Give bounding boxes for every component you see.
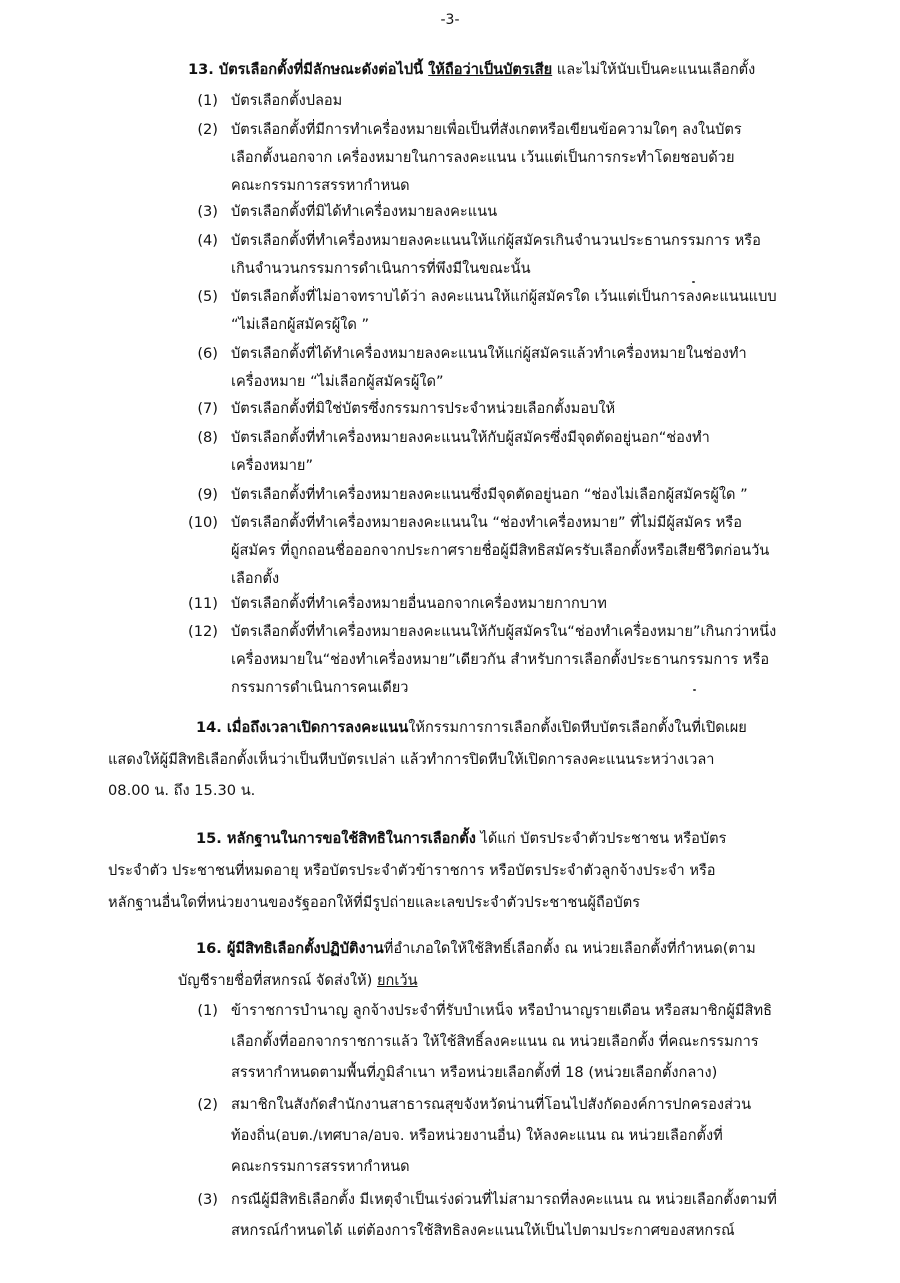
- section-13-heading-tail: และไม่ให้นับเป็นคะแนนเลือกตั้ง: [552, 61, 756, 78]
- section-15-line-1: [196, 829, 726, 849]
- section-13-list-item-line: บัตรเลือกตั้งที่มิใช่บัตรซึ่งกรรมการประจำหน่วยเลือกตั้งมอบให้: [231, 400, 616, 417]
- section-13-list-item-line: บัตรเลือกตั้งที่ทำเครื่องหมายลงคะแนนให้แก่ผู้สมัครเกินจำนวนประธานกรรมการ หรือ: [231, 232, 761, 249]
- section-13-list-item-number: (12): [188, 623, 218, 640]
- section-13-list-item-line: บัตรเลือกตั้งที่ไม่อาจทราบได้ว่า ลงคะแนนให้แก่ผู้สมัครใด เว้นแต่เป็นการลงคะแนนแบบ: [231, 288, 777, 305]
- section-13-list-item-number: (8): [197, 429, 218, 446]
- section-13-list-item-line: บัตรเลือกตั้งปลอม: [231, 92, 343, 109]
- section-13-list-item-number: (2): [197, 121, 218, 138]
- section-13-list-item-line: บัตรเลือกตั้งที่ทำเครื่องหมายอื่นนอกจากเครื่องหมายกากบาท: [231, 595, 607, 612]
- section-16-exception-label: ยกเว้น: [377, 972, 418, 989]
- section-16-list-item-line: เลือกตั้งที่ออกจากราชการแล้ว ให้ใช้สิทธิ์ลงคะแนน ณ หน่วยเลือกตั้ง ที่คณะกรรมการ: [231, 1033, 759, 1050]
- section-16-list-item-number: (3): [197, 1191, 218, 1208]
- section-14-line-3: 08.00 น. ถึง 15.30 น.: [108, 782, 256, 799]
- section-16-list-item-line: สหกรณ์กำหนดได้ แต่ต้องการใช้สิทธิลงคะแนนให้เป็นไปตามประกาศของสหกรณ์: [231, 1222, 735, 1239]
- scan-speck: [693, 689, 696, 691]
- section-16-line-1: [196, 939, 756, 959]
- section-14-line-2: แสดงให้ผู้มีสิทธิเลือกตั้งเห็นว่าเป็นหีบบัตรเปล่า แล้วทำการปิดหีบให้เปิดการลงคะแนนระหว่างเวลา: [108, 751, 715, 768]
- section-13-list-item-line: ผู้สมัคร ที่ถูกถอนชื่อออกจากประกาศรายชื่อผู้มีสิทธิสมัครรับเลือกตั้งหรือเสียชีวิตก่อนวัน: [231, 542, 770, 559]
- section-13-list-item-line: บัตรเลือกตั้งที่ได้ทำเครื่องหมายลงคะแนนให้แก่ผู้สมัครแล้วทำเครื่องหมายในช่องทำ: [231, 345, 747, 362]
- section-16-list-item-number: (2): [197, 1096, 218, 1113]
- section-16-line-2: [178, 971, 418, 991]
- section-13-list-item-number: (6): [197, 345, 218, 362]
- section-15-line-3: หลักฐานอื่นใดที่หน่วยงานของรัฐออกให้ที่มีรูปถ่ายและเลขประจำตัวประชาชนผู้ถือบัตร: [108, 894, 641, 911]
- section-14-line-1-text: ให้กรรมการการเลือกตั้งเปิดหีบบัตรเลือกตั้งในที่เปิดเผย: [408, 719, 747, 736]
- section-16-list-item-line: กรณีผู้มีสิทธิเลือกตั้ง มีเหตุจำเป็นเร่งด่วนที่ไม่สามารถที่ลงคะแนน ณ หน่วยเลือกตั้งตามที่: [231, 1191, 777, 1208]
- section-13-heading-emphasis: ให้ถือว่าเป็นบัตรเสีย: [428, 61, 553, 78]
- section-16-list-item-line: ข้าราชการบำนาญ ลูกจ้างประจำที่รับบำเหน็จ หรือบำนาญรายเดือน หรือสมาชิกผู้มีสิทธิ: [231, 1002, 772, 1019]
- section-14-heading: 14. เมื่อถึงเวลาเปิดการลงคะแนน: [196, 719, 409, 736]
- section-13-list-item-line: เกินจำนวนกรรมการดำเนินการที่พึงมีในขณะนั้น: [231, 260, 531, 277]
- section-13-list-item-number: (11): [188, 595, 218, 612]
- section-16-list-item-line: คณะกรรมการสรรหากำหนด: [231, 1158, 410, 1175]
- scan-speck: [692, 281, 695, 283]
- page-number: -3-: [440, 12, 460, 28]
- section-13-list-item-line: เครื่องหมาย “ไม่เลือกผู้สมัครผู้ใด”: [231, 373, 444, 390]
- section-16-heading: 16. ผู้มีสิทธิเลือกตั้งปฏิบัติงาน: [196, 940, 384, 957]
- section-13-list-item-number: (9): [197, 486, 218, 503]
- section-16-list-item-line: สรรหากำหนดตามพื้นที่ภูมิลำเนา หรือหน่วยเลือกตั้งที่ 18 (หน่วยเลือกตั้งกลาง): [231, 1064, 718, 1081]
- section-15-line-2: ประจำตัว ประชาชนที่หมดอายุ หรือบัตรประจำตัวข้าราชการ หรือบัตรประจำตัวลูกจ้างประจำ หรือ: [108, 862, 716, 879]
- section-13-list-item-line: กรรมการดำเนินการคนเดียว: [231, 679, 409, 696]
- section-13-list-item-number: (1): [197, 92, 218, 109]
- section-13-list-item-number: (5): [197, 288, 218, 305]
- section-16-list-item-line: ท้องถิ่น(อบต./เทศบาล/อบจ. หรือหน่วยงานอื่น) ให้ลงคะแนน ณ หน่วยเลือกตั้งที่: [231, 1127, 723, 1144]
- section-13-list-item-line: เลือกตั้งนอกจาก เครื่องหมายในการลงคะแนน เว้นแต่เป็นการกระทำโดยชอบด้วย: [231, 149, 735, 166]
- section-13-list-item-line: บัตรเลือกตั้งที่มีการทำเครื่องหมายเพื่อเป็นที่สังเกตหรือเขียนข้อความใดๆ ลงในบัตร: [231, 121, 742, 138]
- section-13-list-item-line: บัตรเลือกตั้งที่ทำเครื่องหมายลงคะแนนซึ่งมีจุดตัดอยู่นอก “ช่องไม่เลือกผู้สมัครผู้ใด ”: [231, 486, 748, 503]
- section-13-list-item-line: บัตรเลือกตั้งที่ทำเครื่องหมายลงคะแนนให้กับผู้สมัครใน“ช่องทำเครื่องหมาย”เกินกว่าหนึ่ง: [231, 623, 777, 640]
- section-14-line-1: [196, 718, 747, 738]
- section-13-list-item-line: เลือกตั้ง: [231, 570, 280, 587]
- section-13-list-item-number: (4): [197, 232, 218, 249]
- section-13-list-item-number: (7): [197, 400, 218, 417]
- section-13-list-item-line: บัตรเลือกตั้งที่ทำเครื่องหมายลงคะแนนให้กับผู้สมัครซึ่งมีจุดตัดอยู่นอก“ช่องทำ: [231, 429, 710, 446]
- section-13-list-item-line: คณะกรรมการสรรหากำหนด: [231, 177, 410, 194]
- section-13-list-item-line: “ไม่เลือกผู้สมัครผู้ใด ”: [231, 316, 370, 333]
- section-16-line-1-text: ที่อำเภอใดให้ใช้สิทธิ์เลือกตั้ง ณ หน่วยเลือกตั้งที่กำหนด(ตาม: [383, 940, 756, 957]
- section-13-list-item-number: (10): [188, 514, 218, 531]
- section-13-heading: [188, 60, 755, 80]
- section-13-list-item-number: (3): [197, 203, 218, 220]
- section-13-list-item-line: เครื่องหมาย”: [231, 457, 314, 474]
- section-16-list-item-number: (1): [197, 1002, 218, 1019]
- section-15-heading: 15. หลักฐานในการขอใช้สิทธิในการเลือกตั้ง: [196, 830, 476, 847]
- section-13-heading-lead: 13. บัตรเลือกตั้งที่มีลักษณะดังต่อไปนี้: [188, 61, 429, 78]
- section-13-list-item-line: บัตรเลือกตั้งที่มิได้ทำเครื่องหมายลงคะแนน: [231, 203, 498, 220]
- section-15-line-1-text: ได้แก่ บัตรประจำตัวประชาชน หรือบัตร: [475, 830, 727, 847]
- section-16-list-item-line: สมาชิกในสังกัดสำนักงานสาธารณสุขจังหวัดน่านที่โอนไปสังกัดองค์การปกครองส่วน: [231, 1096, 752, 1113]
- section-13-list-item-line: บัตรเลือกตั้งที่ทำเครื่องหมายลงคะแนนใน “ช่องทำเครื่องหมาย” ที่ไม่มีผู้สมัคร หรือ: [231, 514, 742, 531]
- section-13-list-item-line: เครื่องหมายใน“ช่องทำเครื่องหมาย”เดียวกัน สำหรับการเลือกตั้งประธานกรรมการ หรือ: [231, 651, 770, 668]
- section-16-line-2-text: บัญชีรายชื่อที่สหกรณ์ จัดส่งให้): [178, 972, 377, 989]
